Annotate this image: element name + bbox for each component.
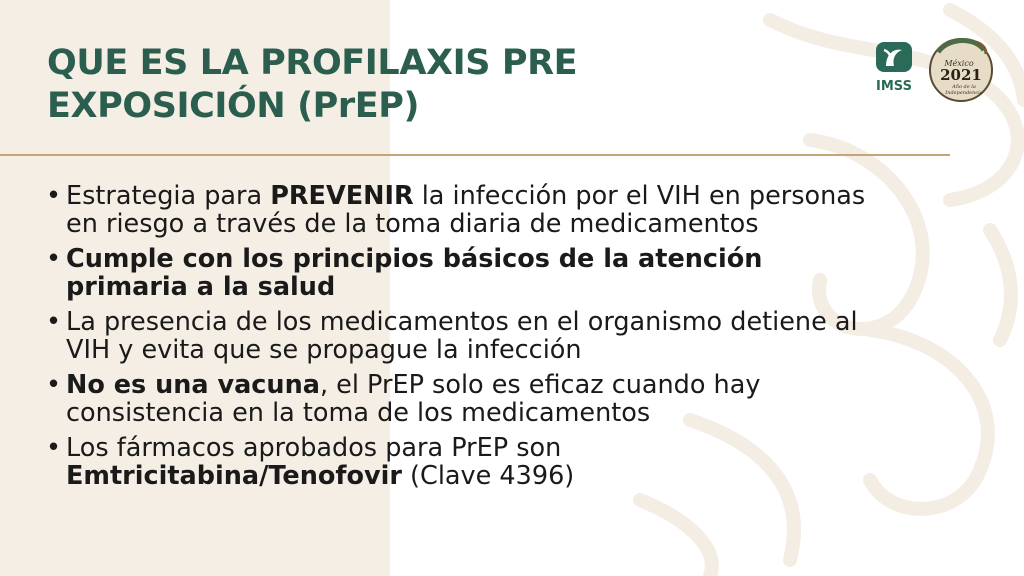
bullet-item-vacuna [46,372,886,427]
bullet-marker: • [46,244,62,274]
bullet-emphasis: Cumple con los principios básicos de la atención primaria a la salud [66,244,763,302]
bullet-text: Los fármacos aprobados para PrEP son [66,433,562,463]
mexico-2021-seal-logo [928,34,994,104]
bullet-item-presencia [46,309,886,364]
bullet-text: la infección por el VIH en personas en riesgo a través de la toma diaria de medicamentos [66,181,866,239]
title-divider [0,154,950,156]
title-line-2: EXPOSICIÓN (PrEP) [47,86,420,126]
seal-year-text: 2021 [940,66,982,84]
bullet-item-principios [46,246,886,301]
bullet-marker: • [46,181,62,211]
bullet-text: La presencia de los medicamentos en el organismo detiene al VIH y evita que se propague la infección [66,307,858,365]
seal-mexico-text: México [944,59,974,68]
bullet-emphasis: Emtricitabina/Tenofovir [66,460,402,491]
bullet-emphasis: No es una vacuna [66,370,320,400]
bullet-text: Estrategia para [66,181,271,211]
title-line-1: QUE ES LA PROFILAXIS PRE [47,43,578,83]
bullet-emphasis: PREVENIR [270,181,414,211]
seal-line1-text: Año de la [952,84,976,90]
seal-line2-text: Independencia [945,90,983,96]
bullet-marker: • [46,433,62,463]
bullet-marker: • [46,307,62,337]
bullet-list [46,183,886,498]
imss-logo [872,40,916,96]
slide-title [47,42,667,128]
bullet-text: (Clave 4396) [401,460,575,491]
bullet-marker: • [46,370,62,400]
bullet-text: , el PrEP solo es eficaz cuando hay consistencia en la toma de los medicamentos [66,370,761,428]
bullet-item-prevenir [46,183,886,238]
imss-logo-text: IMSS [876,79,912,94]
bullet-item-farmacos [46,435,886,490]
logo-group [872,34,996,104]
